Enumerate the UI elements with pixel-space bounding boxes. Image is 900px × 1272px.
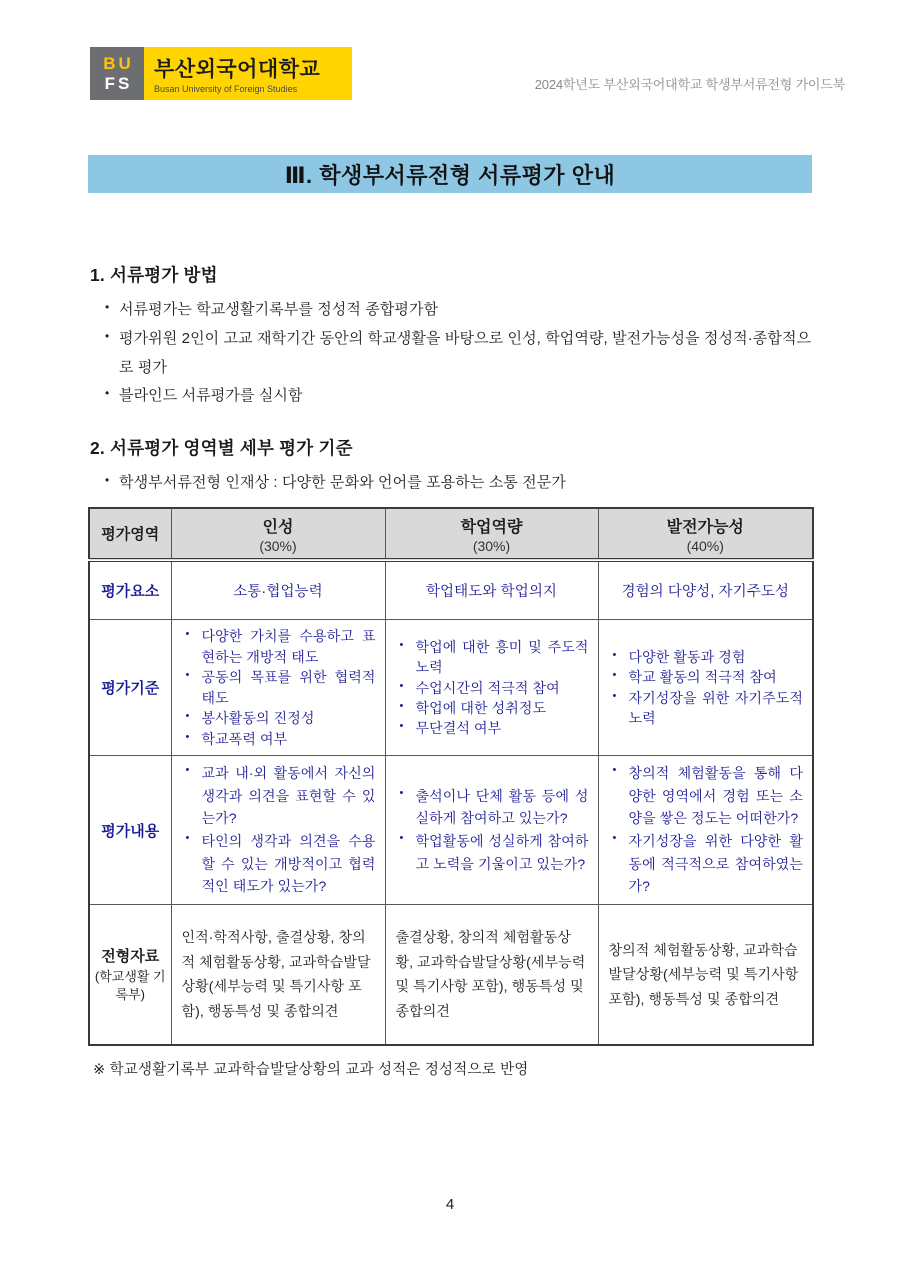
table-row-elements [89,560,813,620]
bullet-item: • 자기성장을 위한 다양한 활동에 적극적으로 참여하였는가? [608,830,804,898]
section1-heading: 1. 서류평가 방법 [90,265,218,285]
corner-label: 평가영역 [101,526,160,544]
criteria-cell-insung [171,620,385,756]
criteria-bullets-insung [181,626,376,749]
content-bullets-hakup [395,785,589,876]
bullet-item: • 학업에 대한 성취정도 [395,698,589,718]
bullet-item: • 창의적 체험활동을 통해 다양한 영역에서 경험 또는 소양을 쌓은 정도는 어떠한가? [608,762,804,830]
bullet-item: • 무단결석 여부 [395,718,589,738]
bullet-item: • 봉사활동의 진정성 [181,708,376,728]
elements-cell-baljeon: 경험의 다양성, 자기주도성 [598,560,813,620]
evaluation-criteria-table [88,507,814,1046]
section1-bullet-1: • 서류평가는 학교생활기록부를 정성적 종합평가함 [104,296,812,325]
logo-acronym-line2: FS [104,73,133,93]
materials-cell-baljeon: 창의적 체험활동상황, 교과학습발달상황(세부능력 및 특기사항 포함), 행동특성 및 종합의견 [598,905,813,1045]
university-logo [90,47,352,100]
content-bullets-insung [181,762,376,898]
materials-label: 전형자료 [101,948,160,966]
column-weight: (30%) [472,537,511,554]
section-title-banner: Ⅲ. 학생부서류전형 서류평가 안내 [88,155,812,193]
logo-acronym-line1: BU [103,53,134,73]
content-cell-hakup [385,756,598,905]
table-corner-header [89,508,171,560]
column-weight: (30%) [259,537,297,554]
bullet-item: • 교과 내·외 활동에서 자신의 생각과 의견을 표현할 수 있는가? [181,762,376,830]
bullet-item: • 학업에 대한 흥미 및 주도적 노력 [395,637,589,678]
content-cell-baljeon [598,756,813,905]
materials-cell-insung: 인적·학적사항, 출결상황, 창의적 체험활동상황, 교과학습발달상황(세부능력 및 특기사항 포함), 행동특성 및 종합의견 [171,905,385,1045]
table-header-row [89,508,813,560]
column-weight: (40%) [686,537,724,554]
bullet-item: • 타인의 생각과 의견을 수용할 수 있는 개방적이고 협력적인 태도가 있는가? [181,830,376,898]
row-label-elements: 평가요소 [89,560,171,620]
section1-bullet-3: • 블라인드 서류평가를 실시함 [104,382,812,411]
bullet-item: • 학교폭력 여부 [181,729,376,749]
elements-cell-hakup: 학업태도와 학업의지 [385,560,598,620]
materials-sublabel: (학교생활 기록부) [94,969,166,1002]
column-header-baljeon [598,508,813,560]
page-number: 4 [445,1196,455,1213]
bullet-item: • 학업활동에 성실하게 참여하고 노력을 기울이고 있는가? [395,830,589,875]
section1-bullet-2: • 평가위원 2인이 고교 재학기간 동안의 학교생활을 바탕으로 인성, 학업역량, 발전가능성을 정성적·종합적으로 평가 [104,325,812,383]
elements-cell-insung: 소통·협업능력 [171,560,385,620]
bullet-item: • 학교 활동의 적극적 참여 [608,667,804,687]
bullet-item: • 출석이나 단체 활동 등에 성실하게 참여하고 있는가? [395,785,589,830]
column-title: 발전가능성 [666,518,744,536]
table-row-content [89,756,813,905]
university-name-korean: 부산외국어대학교 [154,58,321,81]
content-cell-insung [171,756,385,905]
university-name-block [144,47,352,100]
criteria-bullets-baljeon [608,647,804,729]
main-content [88,262,812,1079]
table-row-criteria [89,620,813,756]
column-title: 인성 [262,518,294,536]
row-label-criteria: 평가기준 [89,620,171,756]
university-name-english: Busan University of Foreign Studies [154,84,298,94]
bullet-item: • 다양한 활동과 경험 [608,647,804,667]
guidebook-header-label: 2024학년도 부산외국어대학교 학생부서류전형 가이드북 [534,77,845,92]
section2-bullet-list [104,469,812,498]
bufs-acronym-logo [90,47,144,100]
bullet-item: • 자기성장을 위한 자기주도적 노력 [608,688,804,729]
materials-cell-hakup: 출결상황, 창의적 체험활동상황, 교과학습발달상황(세부능력 및 특기사항 포함), 행동특성 및 종합의견 [385,905,598,1045]
table-footnote: ※ 학교생활기록부 교과학습발달상황의 교과 성적은 정성적으로 반영 [93,1061,529,1078]
bullet-item: • 공동의 목표를 위한 협력적 태도 [181,667,376,708]
section2-bullet-1: • 학생부서류전형 인재상 : 다양한 문화와 언어를 포용하는 소통 전문가 [104,469,812,498]
table-row-materials [89,905,813,1045]
content-bullets-baljeon [608,762,804,898]
row-label-materials [89,905,171,1045]
column-title: 학업역량 [460,518,523,536]
section1-bullet-list [104,296,812,411]
column-header-hakup [385,508,598,560]
bullet-item: • 수업시간의 적극적 참여 [395,678,589,698]
section2-heading: 2. 서류평가 영역별 세부 평가 기준 [90,438,353,459]
column-header-insung [171,508,385,560]
criteria-cell-baljeon [598,620,813,756]
row-label-content: 평가내용 [89,756,171,905]
bullet-item: • 다양한 가치를 수용하고 표현하는 개방적 태도 [181,626,376,667]
criteria-cell-hakup [385,620,598,756]
criteria-bullets-hakup [395,637,589,739]
